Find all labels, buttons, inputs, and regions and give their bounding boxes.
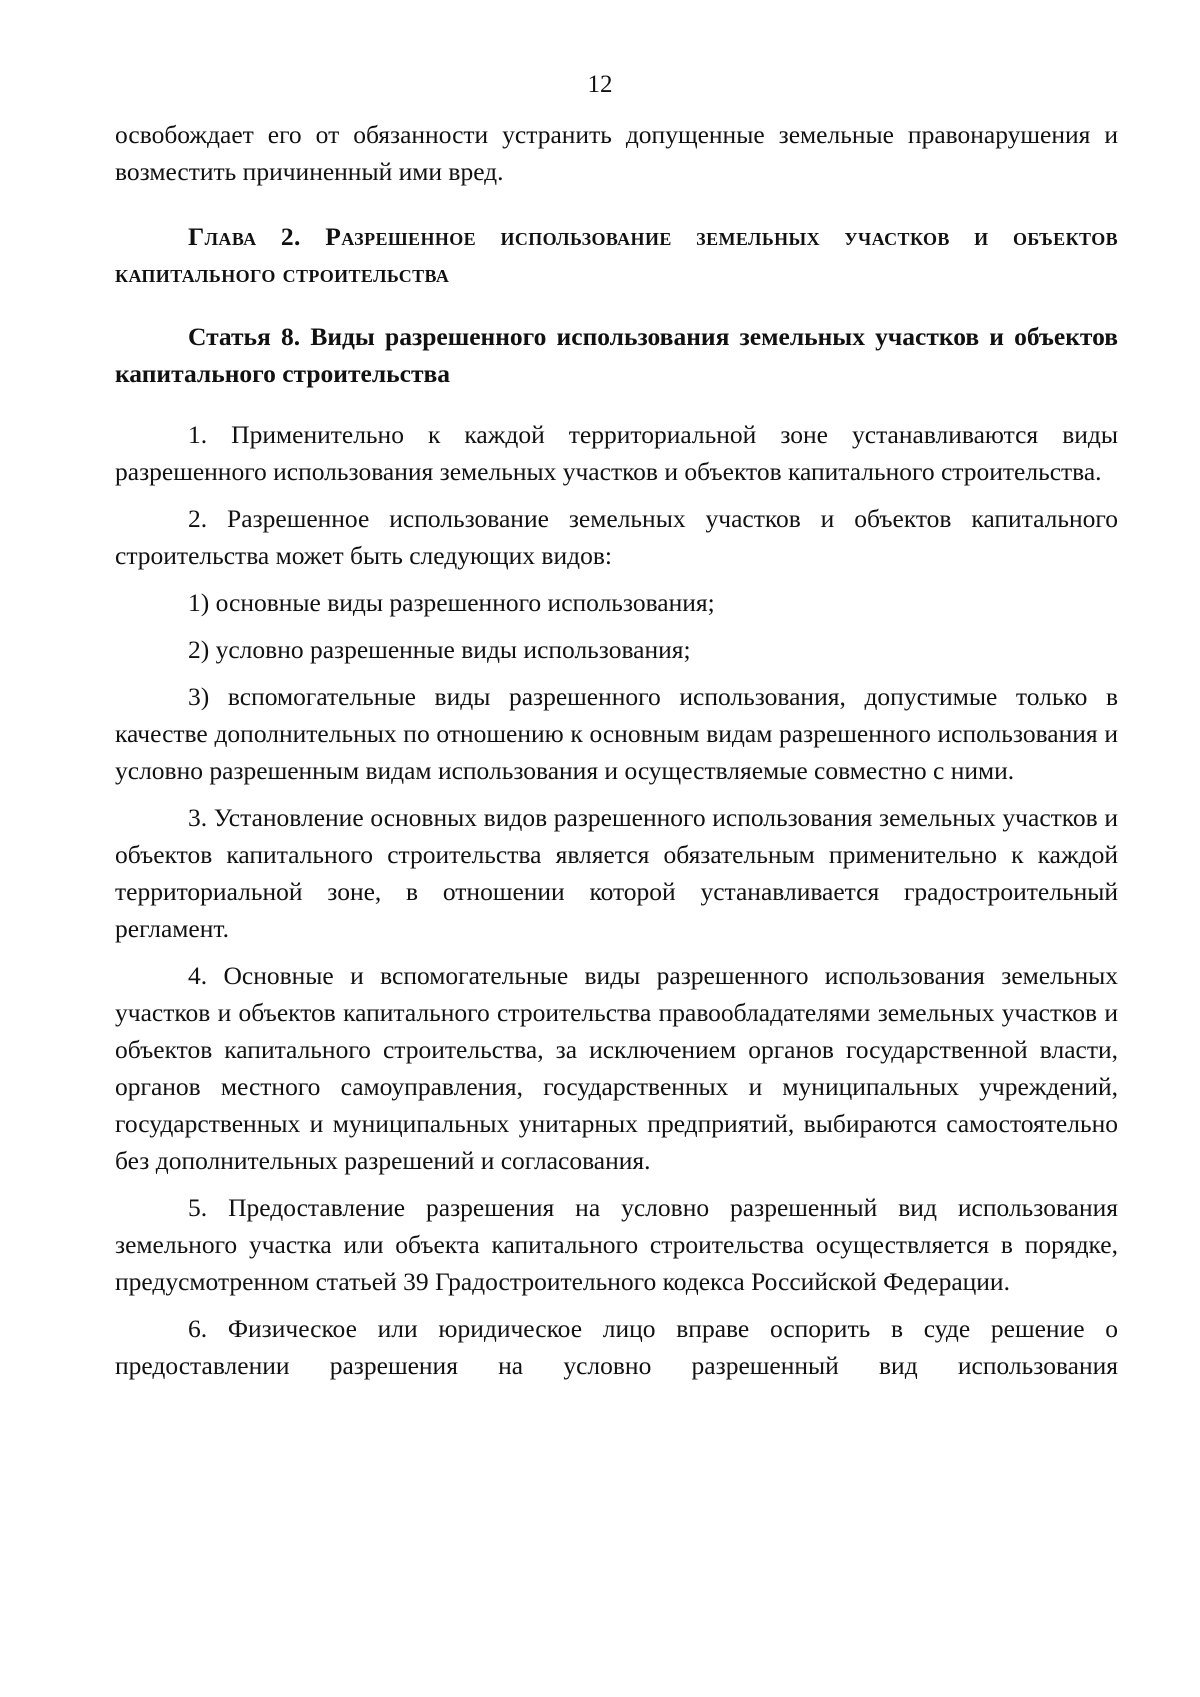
paragraph-5: 5. Предоставление разрешения на условно разрешенный вид использования земельного участка или объекта капитального строительства осуществляется в порядке, предусмотренном статьей 39 Градостроительного кодекса Российской Федерации. <box>115 1193 1118 1296</box>
paragraph-6: 6. Физическое или юридическое лицо вправе оспорить в суде решение о предоставлении разрешения на условно разрешенный вид использования <box>115 1314 1118 1380</box>
list-item-3: 3) вспомогательные виды разрешенного использования, допустимые только в качестве дополнительных по отношению к основным видам разрешенного использования и условно разрешенным видам использования и осуществляемые совместно с ними. <box>115 682 1118 785</box>
paragraph-2: 2. Разрешенное использование земельных участков и объектов капитального строительства может быть следующих видов: <box>115 504 1118 570</box>
article-heading: Статья 8. Виды разрешенного использования земельных участков и объектов капитального строительства <box>115 322 1118 388</box>
paragraph-3: 3. Установление основных видов разрешенного использования земельных участков и объектов капитального строительства является обязательным применительно к каждой территориальной зоне, в отношении которой устанавливается градостроительный регламент. <box>115 803 1118 943</box>
page-content <box>115 116 1118 1394</box>
paragraph-1: 1. Применительно к каждой территориальной зоне устанавливаются виды разрешенного использования земельных участков и объектов капитального строительства. <box>115 420 1118 486</box>
list-item-2: 2) условно разрешенные виды использования; <box>188 635 691 664</box>
page-number: 12 <box>587 71 613 98</box>
paragraph-4: 4. Основные и вспомогательные виды разрешенного использования земельных участков и объектов капитального строительства правообладателями земельных участков и объектов капитального строительства, за исключением органов государственной власти, органов местного самоуправления, государственных и муниципальных учреждений, государственных и муниципальных унитарных предприятий, выбираются самостоятельно без дополнительных разрешений и согласования. <box>115 961 1118 1175</box>
continuation-paragraph: освобождает его от обязанности устранить допущенные земельные правонарушения и возместить причиненный ими вред. <box>115 120 1118 186</box>
list-item-1: 1) основные виды разрешенного использования; <box>188 588 715 617</box>
chapter-heading: Глава 2. Разрешенное использование земельных участков и объектов капитального строительства <box>115 222 1118 288</box>
